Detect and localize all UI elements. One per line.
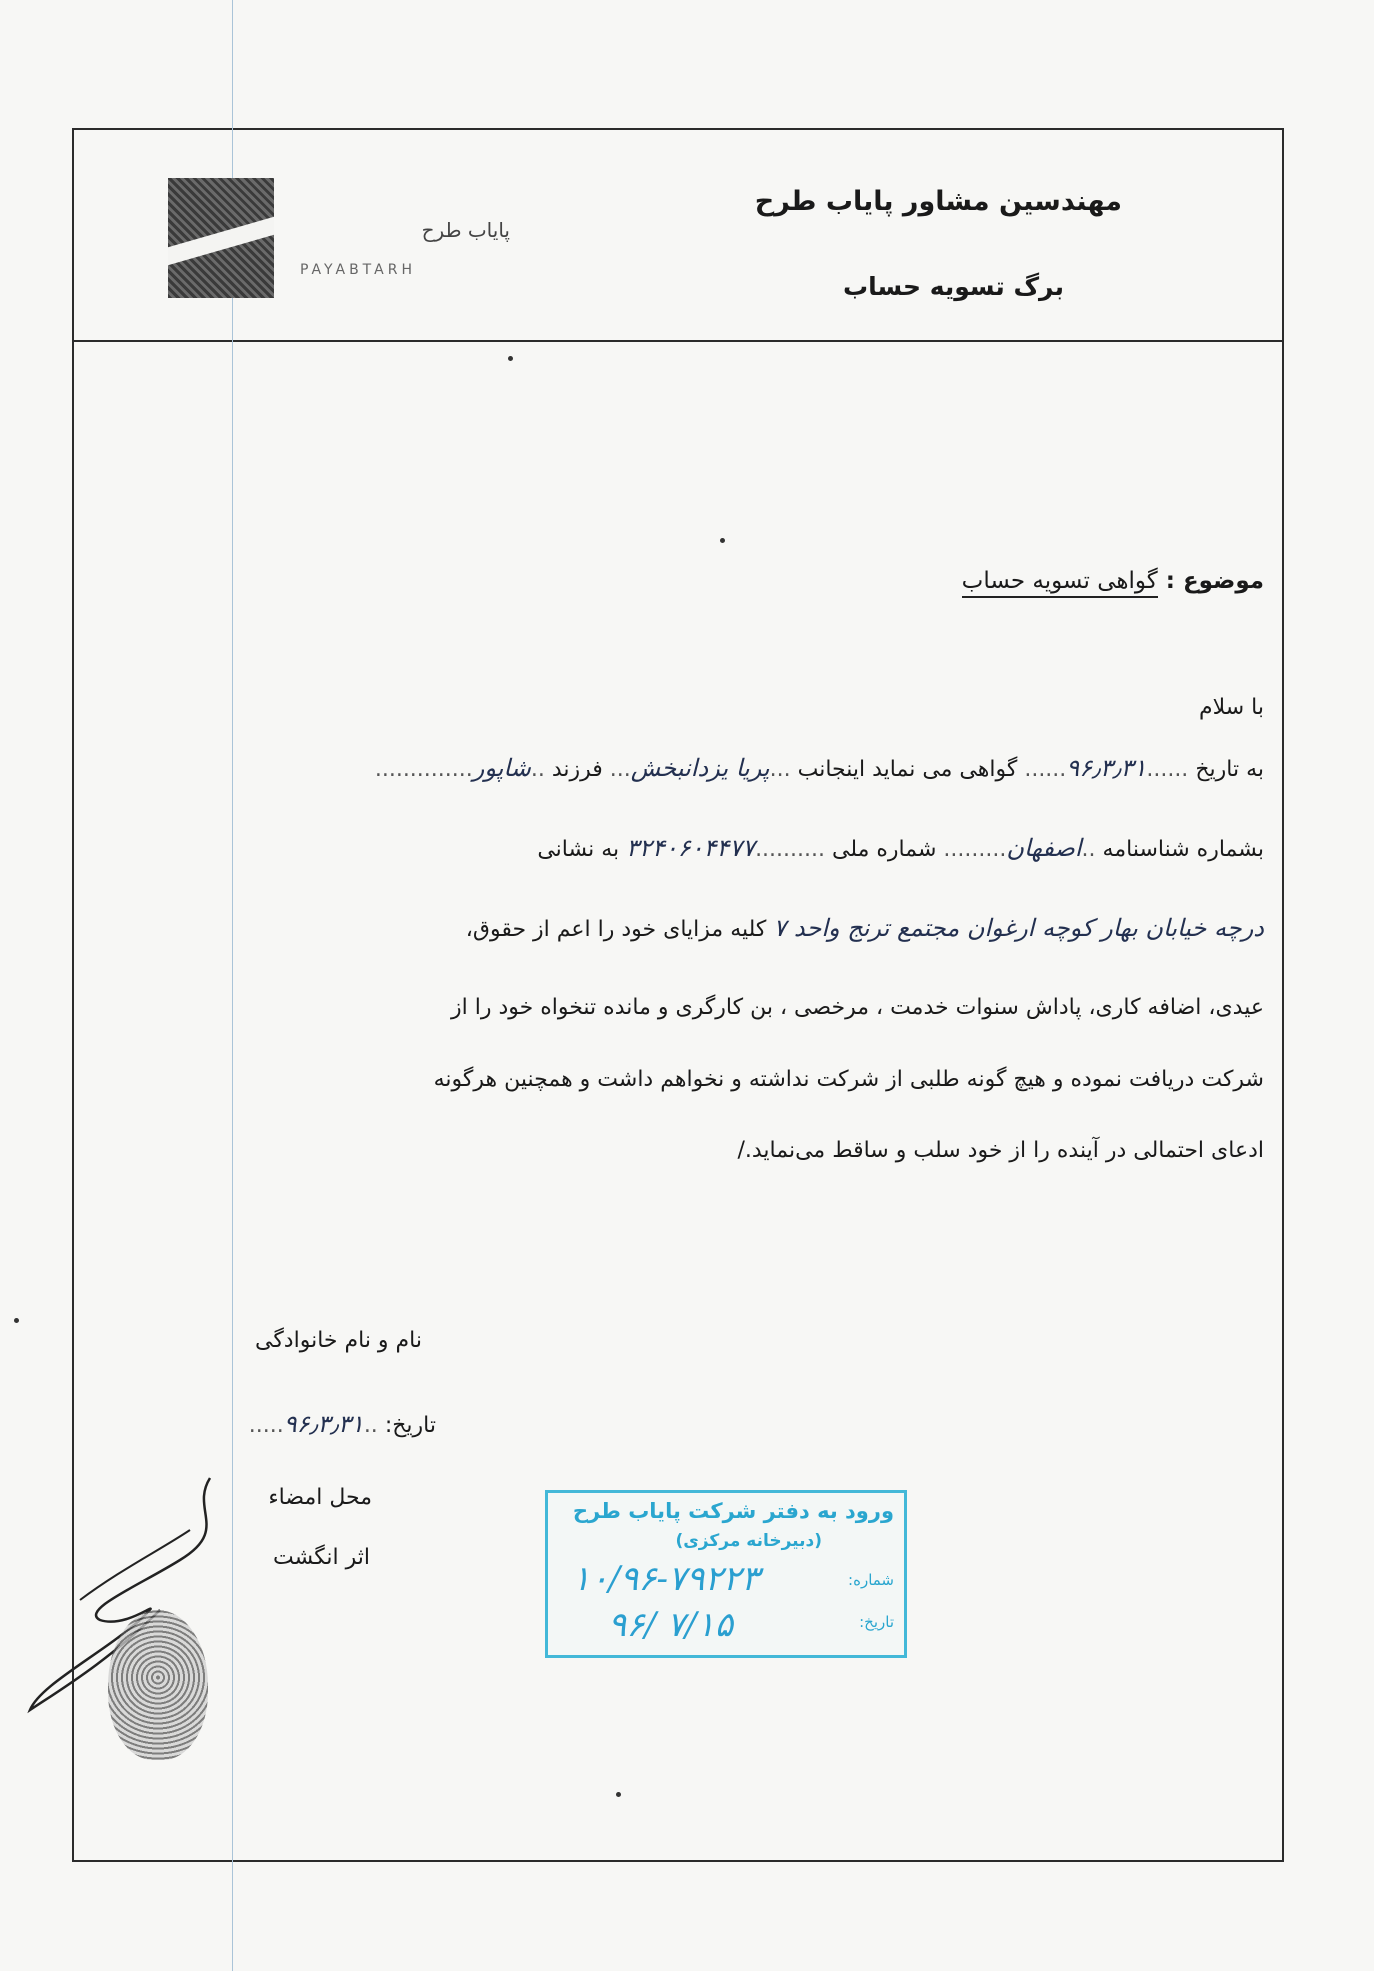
footer-date-value: ۹۶٫۳٫۳۱	[283, 1410, 364, 1438]
subject-label: موضوع :	[1165, 568, 1264, 594]
handwritten-name: پریا یزدانبخش	[630, 754, 770, 782]
body-line-6: ادعای احتمالی در آینده را از خود سلب و ساقط می‌نماید./	[737, 1138, 1264, 1163]
stamp-date-value: ۹۶/ ۷/۱۵	[608, 1605, 734, 1645]
form-title: برگ تسویه حساب	[843, 272, 1064, 301]
text-certifies: گواهی می نماید اینجانب	[797, 757, 1018, 782]
body-line-1: به تاریخ ......۹۶٫۳٫۳۱...... گواهی می نماید اینجانب ...پریا یزدانبخش... فرزند ..شاپور..............	[374, 754, 1264, 782]
handwritten-id: اصفهان	[1006, 834, 1082, 862]
text-benefits: کلیه مزایای خود را اعم از حقوق،	[465, 917, 767, 942]
logo-text-fa: پایاب طرح	[421, 218, 510, 242]
text-national-id: شماره ملی	[832, 837, 937, 862]
handwritten-address: درچه خیابان بهار کوچه ارغوان مجتمع ترنج واحد ۷	[773, 914, 1264, 942]
stamp-date-label: تاریخ:	[859, 1613, 894, 1631]
scan-speck	[720, 538, 725, 543]
handwritten-father-name: شاپور	[472, 754, 531, 782]
stamp-number-value: ۱۰/۹۶-۷۹۲۲۳	[572, 1559, 760, 1599]
logo-text-en: PAYABTARH	[300, 262, 416, 278]
footer-date-label: تاریخ:	[384, 1413, 436, 1438]
text-date-intro: به تاریخ	[1195, 757, 1264, 782]
text-child-of: فرزند	[551, 757, 603, 782]
scan-speck	[508, 356, 513, 361]
signature-label: محل امضاء	[268, 1485, 372, 1510]
stamp-number-label: شماره:	[848, 1571, 894, 1589]
body-line-4: عیدی، اضافه کاری، پاداش سنوات خدمت ، مرخصی ، بن کارگری و مانده تنخواه خود را از	[451, 995, 1264, 1020]
stamp-title: ورود به دفتر شرکت پایاب طرح	[572, 1499, 894, 1523]
received-stamp	[545, 1490, 907, 1658]
fingerprint-icon	[108, 1610, 208, 1760]
handwritten-national-id: ۳۲۴۰۶۰۴۴۷۷	[626, 834, 756, 862]
header-divider	[72, 340, 1284, 342]
full-name-label: نام و نام خانوادگی	[254, 1328, 422, 1353]
body-line-5: شرکت دریافت نموده و هیچ گونه طلبی از شرکت نداشته و نخواهم داشت و همچنین هرگونه	[433, 1067, 1264, 1092]
footer-date: تاریخ: ..۹۶٫۳٫۳۱.....	[248, 1410, 436, 1438]
scan-speck	[14, 1318, 19, 1323]
logo-stripe	[168, 217, 274, 265]
subject-value: گواهی تسویه حساب	[962, 568, 1158, 598]
body-line-3	[466, 912, 1264, 946]
company-name: مهندسین مشاور پایاب طرح	[754, 186, 1122, 217]
body-line-2: بشماره شناسنامه ..اصفهان......... شماره ملی ..........۳۲۴۰۶۰۴۴۷۷ به نشانی	[537, 834, 1264, 862]
greeting: با سلام	[1198, 695, 1264, 720]
subject-line	[962, 568, 1264, 594]
handwritten-date: ۹۶٫۳٫۳۱	[1066, 754, 1147, 782]
text-id-number: بشماره شناسنامه	[1102, 837, 1264, 862]
text-address: به نشانی	[537, 837, 620, 862]
scan-speck	[616, 1792, 621, 1797]
fingerprint-label: اثر انگشت	[273, 1545, 370, 1570]
company-logo	[168, 178, 274, 298]
stamp-subtitle: (دبیرخانه مرکزی)	[675, 1531, 822, 1551]
